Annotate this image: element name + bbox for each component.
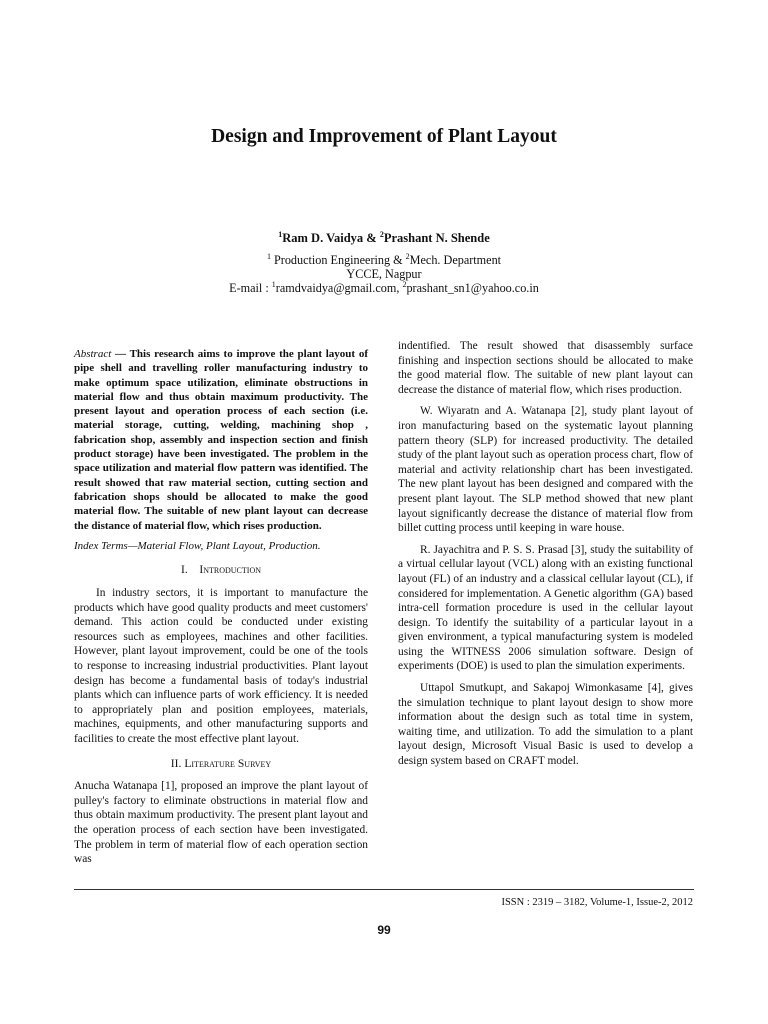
index-terms-lead: Index Terms [74, 539, 128, 552]
author2-superscript: 2 [379, 229, 384, 239]
email1-sup: 1 [271, 279, 276, 289]
author1-name: Ram D. Vaidya & [282, 231, 380, 245]
footer-rule [74, 889, 694, 890]
email2-sup: 2 [402, 279, 407, 289]
affil-dept-a: Production Engineering & [270, 253, 406, 267]
abstract [74, 347, 368, 533]
left-column [74, 347, 368, 867]
affil-sup-2: 2 [405, 251, 410, 261]
affiliation-emails [0, 281, 768, 295]
author2-name: Prashant N. Shende [383, 231, 490, 245]
abstract-lead: Abstract [74, 348, 112, 360]
abstract-text: This research aims to improve the plant layout of pipe shell and travelling roller manufacturing industry to make optimum space utilization, eliminate obstructions in material flow and thus obtain maximum productivity. The present layout and operation process of each section (i.e. material storage, cutting, welding, machining shop , fabrication shop, assembly and inspection section and finish product storage) have been investigated. The problem in the space utilization and material flow pattern was identified. The result showed that raw material section, cutting section and fabrication shops should be allocated to make the good material flow. The suitable of new plant layout can decrease the distance of material flow, which rises production. [74, 348, 368, 532]
paper-title: Design and Improvement of Plant Layout [211, 126, 557, 147]
index-terms [74, 539, 368, 554]
intro-paragraph: In industry sectors, it is important to manufacture the products which have good quality products and meet customers' demand. This action could be conducted under existing resources such as employees, machines and other facilities. However, plant layout improvement, could be one of the tools to response to increasing industrial productivities. Plant layout design has become a fundamental basis of today's industrial plants which can influence parts of work efficiency. It is needed to appropriately plan and position employees, materials, machines, equipments, and other manufacturing supports and facilities to create the most effective plant layout. [74, 587, 368, 745]
email2-link[interactable]: prashant_sn1@yahoo.co.in [406, 281, 539, 295]
page-number: 99 [377, 923, 391, 937]
author1-superscript: 1 [278, 229, 283, 239]
right-paragraph-3: Uttapol Smutkupt, and Sakapoj Wimonkasame [4], gives the simulation technique to plant layout design to show more information about the design such as total time in system, waiting time, and utilization. To add the simulation to a plant layout design, Microsoft Visual Basic is used to develop a design system based on CRAFT model. [398, 682, 693, 768]
section-heading-introduction [74, 563, 368, 578]
section-heading-literature [74, 757, 368, 772]
author-line [0, 231, 768, 246]
lit-number: II. [170, 756, 182, 770]
index-terms-text: —Material Flow, Plant Layout, Production. [127, 539, 321, 552]
abstract-dash: — [111, 348, 130, 360]
footer-issn: ISSN : 2319 – 3182, Volume-1, Issue-2, 2012 [501, 897, 693, 908]
affil-sup-1: 1 [266, 251, 271, 261]
literature-paragraph: Anucha Watanapa [1], proposed an improve the plant layout of pulley's factory to eliminate obstructions in material flow and thus obtain maximum productivity. The present plant layout and the operation process of each section have been investigated. The problem in term of material flow of each operation section was [74, 780, 368, 866]
affiliation-department [0, 253, 768, 267]
lit-title: Literature Survey [184, 756, 272, 770]
affil-dept-b: Mech. Department [409, 253, 502, 267]
right-paragraph-0: indentified. The result showed that disassembly surface finishing and inspection sections should be allocated to make the good material flow. The suitable of new plant layout can decrease the distance of material flow, which rises production. [398, 340, 693, 396]
email-label: E-mail : [229, 281, 272, 295]
intro-number: I. [181, 563, 188, 577]
affiliation-institute: YCCE, Nagpur [346, 267, 422, 281]
right-paragraph-1: W. Wiyaratn and A. Watanapa [2], study plant layout of iron manufacturing based on the systematic layout planning pattern theory (SLP) for increased productivity. The detailed study of the plant layout such as operation process chart, flow of material and activity relationship chart has been investigated. The new plant layout has been designed and compared with the present plant layout. The SLP method showed that new plant layout significantly decrease the distance of material flow from billet cutting process until keeping in ware house. [398, 405, 693, 535]
right-paragraph-2: R. Jayachitra and P. S. S. Prasad [3], study the suitability of a virtual cellular layout (VCL) along with an existing functional layout (FL) of an industry and a classical cellular layout (CL), if considered for implementation. A Genetic algorithm (GA) based intra-cell formation procedure is used in the cellular layout design. To identify the suitability of a particular layout in a given environment, a typical manufacturing system is modeled using the WITNESS 2006 simulation software. Design of experiments (DOE) is used to plan the simulation experiments. [398, 543, 693, 673]
intro-title: Introduction [199, 563, 261, 577]
right-column [398, 339, 693, 769]
email1-link[interactable]: ramdvaidya@gmail.com, [275, 281, 403, 295]
